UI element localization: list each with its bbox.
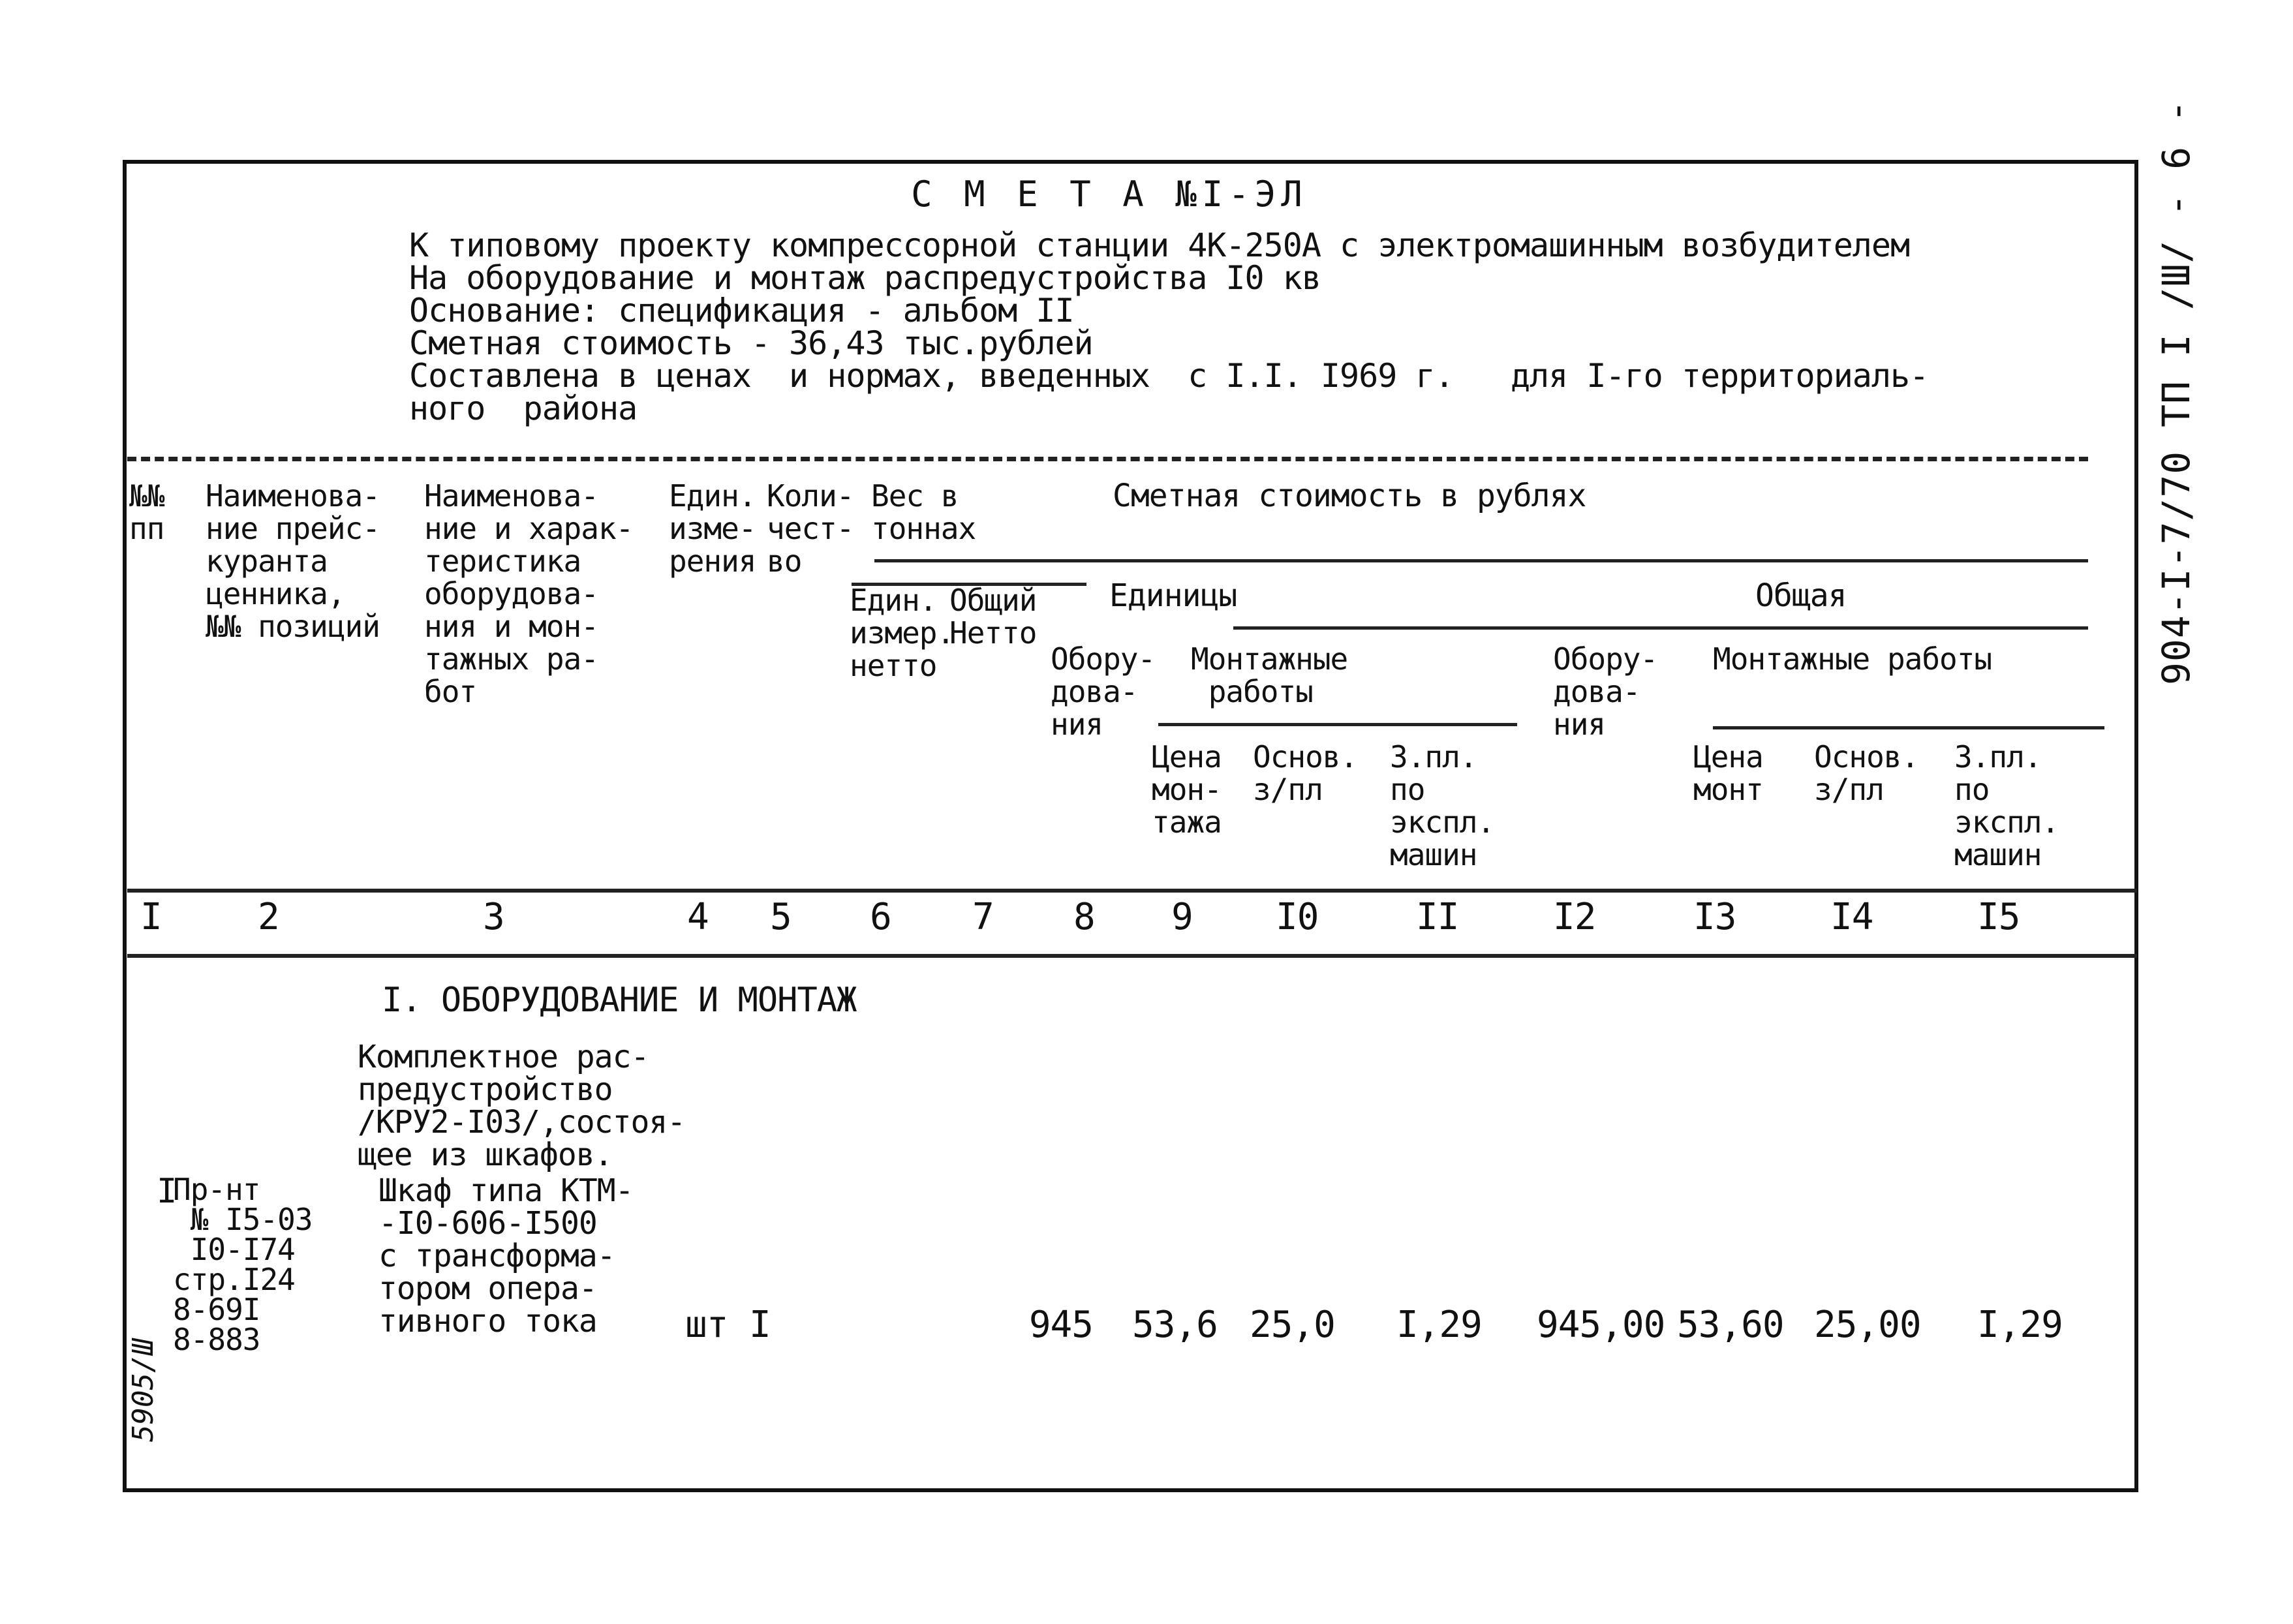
col-heading-14: Основ. з/пл <box>1814 739 1919 807</box>
column-number: 4 <box>687 896 709 938</box>
column-number: 9 <box>1171 896 1193 938</box>
header-line-4: Сметная стоимость - 36,43 тыс.рублей <box>409 324 1093 362</box>
col-heading-15: З.пл. по экспл. машин <box>1954 739 2059 872</box>
archive-stamp: 5905/Ш <box>127 1338 160 1442</box>
header-line-3: Основание: спецификация - альбом II <box>409 292 1074 329</box>
col-heading-5: Коли- чест- во <box>767 478 854 579</box>
rule-above-column-numbers <box>127 889 2137 893</box>
col-heading-weight: Вес в тоннах <box>871 478 976 546</box>
row-equip-total: 945,00 <box>1537 1304 1665 1346</box>
header-separator-dashed <box>127 457 2088 461</box>
document-title: С М Е Т А №I-ЭЛ <box>911 174 1308 215</box>
column-number: I3 <box>1693 896 1736 938</box>
col-heading-7: Общий Нетто <box>949 583 1037 651</box>
column-number: I4 <box>1830 896 1873 938</box>
column-number: 3 <box>483 896 504 938</box>
col-heading-11: З.пл. по экспл. машин <box>1390 739 1495 872</box>
col-heading-unit: Единицы <box>1109 577 1237 614</box>
rule-below-column-numbers <box>127 954 2137 958</box>
group-description: Комплектное рас- предустройство /КРУ2-I03/,состоя- щее из шкафов. <box>358 1039 686 1173</box>
row-unit: шт <box>685 1304 728 1346</box>
row-description: Шкаф типа КТМ- -I0-606-I500 с трансформа- тором опера- тивного тока <box>378 1172 634 1340</box>
header-line-6: ного района <box>409 390 638 427</box>
column-number: I2 <box>1553 896 1596 938</box>
col-heading-4: Един. изме- рения <box>669 478 756 579</box>
col-heading-13: Цена монт <box>1693 739 1763 807</box>
row-mount-price-total: 53,60 <box>1677 1304 1784 1346</box>
header-line-5: Составлена в ценах и нормах, введенных с I.I. I969 г. для I-го территориаль- <box>409 357 1929 395</box>
col-heading-total: Общая <box>1755 577 1847 614</box>
header-line-2: На оборудование и монтаж распредустройства I0 кв <box>409 259 1321 297</box>
col-heading-6: Един. измер. нетто <box>850 583 955 683</box>
row-number: I <box>157 1172 177 1211</box>
col-heading-mount-unit: Монтажные работы <box>1191 641 1348 709</box>
row-base-wage: 25,0 <box>1250 1304 1335 1346</box>
frame-right-edge <box>2134 160 2138 1488</box>
row-quantity: I <box>749 1304 771 1346</box>
col-heading-equip-unit: Обору- дова- ния <box>1051 641 1156 742</box>
side-document-code: 904-I-7/70 ТП I /Ш/ - 6 - <box>2154 99 2198 685</box>
section-title: I. ОБОРУДОВАНИЕ И МОНТАЖ <box>382 981 857 1020</box>
column-number: 8 <box>1073 896 1095 938</box>
row-equip-unit: 945 <box>1028 1304 1093 1346</box>
row-base-wage-total: 25,00 <box>1814 1304 1921 1346</box>
row-machine-wage: I,29 <box>1396 1304 1482 1346</box>
column-number: 5 <box>770 896 792 938</box>
column-number: I <box>140 896 162 938</box>
col-heading-1: №№ пп <box>129 478 164 546</box>
col-heading-cost: Сметная стоимость в рублях <box>1113 478 1586 514</box>
col-heading-equip-total: Обору- дова- ния <box>1553 641 1658 742</box>
rule-under-mount-total <box>1713 726 2104 729</box>
col-heading-9: Цена мон- тажа <box>1152 739 1222 840</box>
rule-under-unit-total <box>1233 626 2088 630</box>
col-heading-3: Наименова- ние и харак- теристика оборудова- ния и мон- тажных ра- бот <box>424 478 634 709</box>
header-line-1: К типовому проекту компрессорной станции 4К-250А с электромашинным возбудителем <box>409 226 1910 264</box>
price-reference: Пр-нт № I5-03 I0-I74 стр.I24 8-69I 8-883 <box>173 1172 313 1357</box>
col-heading-10: Основ. з/пл <box>1253 739 1358 807</box>
col-heading-2: Наименова- ние прейс- куранта ценника, №№ позиций <box>206 478 380 644</box>
column-number: 7 <box>972 896 994 938</box>
column-number: II <box>1416 896 1459 938</box>
column-number: I0 <box>1276 896 1319 938</box>
row-mount-price: 53,6 <box>1132 1304 1218 1346</box>
column-number: 2 <box>258 896 279 938</box>
column-number: I5 <box>1977 896 2020 938</box>
rule-under-cost-title <box>874 559 2088 562</box>
column-number: 6 <box>870 896 891 938</box>
row-machine-wage-total: I,29 <box>1977 1304 2063 1346</box>
col-heading-mount-total: Монтажные работы <box>1713 641 1992 677</box>
rule-under-mount-unit <box>1158 723 1517 726</box>
